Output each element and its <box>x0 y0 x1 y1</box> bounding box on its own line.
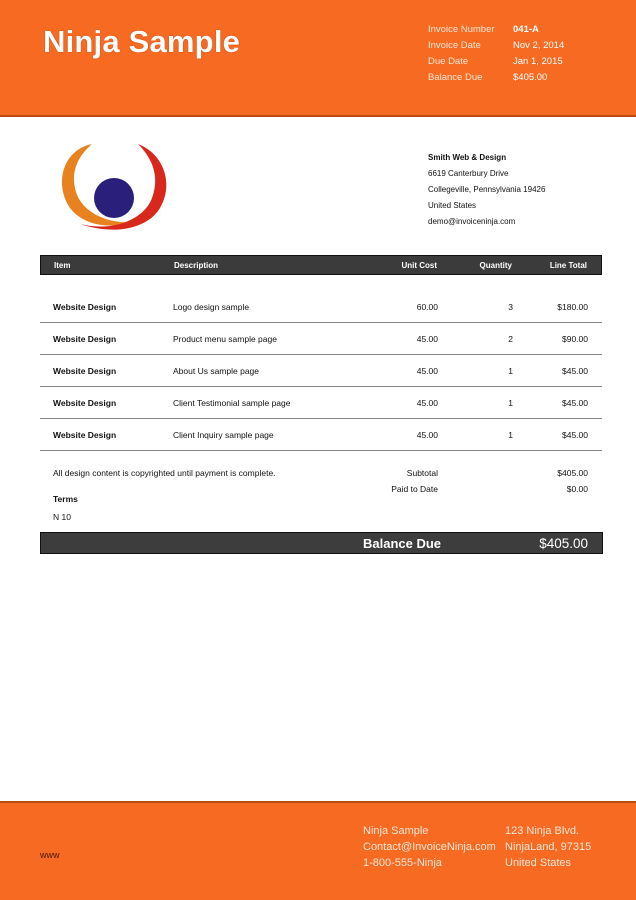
meta-value: Jan 1, 2015 <box>513 56 563 67</box>
footer-phone: 1-800-555-Ninja <box>363 857 442 869</box>
subtotal-value: $405.00 <box>557 468 588 478</box>
cell-description: Product menu sample page <box>173 334 277 344</box>
company-address2: Collegeville, Pennsylvania 19426 <box>428 185 546 194</box>
line-items <box>40 291 602 451</box>
terms-value: N 10 <box>53 512 71 522</box>
cell-line-total: $45.00 <box>562 398 588 408</box>
footer-contact <box>363 823 496 871</box>
footer-company-name: Ninja Sample <box>363 825 429 837</box>
cell-item: Website Design <box>53 398 117 408</box>
cell-unit-cost: 45.00 <box>416 398 438 408</box>
meta-value: Nov 2, 2014 <box>513 40 565 51</box>
cell-description: Client Testimonial sample page <box>173 398 291 408</box>
meta-value: $405.00 <box>513 72 548 83</box>
footer-website[interactable]: www <box>40 850 60 860</box>
meta-label: Invoice Number <box>428 24 495 35</box>
cell-quantity: 2 <box>508 334 513 344</box>
table-row <box>40 323 602 355</box>
meta-value: 041-A <box>513 24 539 35</box>
cell-item: Website Design <box>53 366 117 376</box>
column-unit-cost: Unit Cost <box>401 261 437 270</box>
invoice-title: Ninja Sample <box>43 24 241 59</box>
meta-invoice-date <box>428 38 564 54</box>
cell-line-total: $45.00 <box>562 430 588 440</box>
meta-balance-due <box>428 70 564 86</box>
invoice-notes: All design content is copyrighted until payment is complete. <box>53 468 276 478</box>
meta-due-date <box>428 54 564 70</box>
paid-to-date-label: Paid to Date <box>391 484 438 494</box>
company-name: Smith Web & Design <box>428 153 507 162</box>
terms-label: Terms <box>53 494 78 504</box>
meta-label: Due Date <box>428 56 469 67</box>
company-email[interactable]: demo@invoiceninja.com <box>428 217 516 226</box>
totals-labels <box>391 468 438 500</box>
meta-invoice-number <box>428 22 564 38</box>
cell-unit-cost: 45.00 <box>416 430 438 440</box>
cell-quantity: 1 <box>508 430 513 440</box>
subtotal-label: Subtotal <box>406 468 438 478</box>
cell-description: Logo design sample <box>173 302 250 312</box>
cell-line-total: $45.00 <box>562 366 588 376</box>
invoice-header <box>0 0 636 117</box>
balance-due-label: Balance Due <box>363 536 442 551</box>
cell-line-total: $180.00 <box>557 302 588 312</box>
company-info <box>428 150 545 230</box>
table-row <box>40 419 602 451</box>
meta-label: Invoice Date <box>428 40 481 51</box>
column-quantity: Quantity <box>479 261 512 270</box>
invoice-meta <box>428 22 564 86</box>
cell-unit-cost: 45.00 <box>416 366 438 376</box>
paid-to-date-value: $0.00 <box>566 484 588 494</box>
column-line-total: Line Total <box>549 261 587 270</box>
table-header <box>40 255 602 275</box>
company-address1: 6619 Canterbury Drive <box>428 169 509 178</box>
footer-address <box>505 823 591 871</box>
footer-street: 123 Ninja Blvd. <box>505 825 579 837</box>
balance-due-bar <box>40 532 603 554</box>
cell-description: Client Inquiry sample page <box>173 430 274 440</box>
invoice-footer <box>0 801 636 900</box>
cell-quantity: 3 <box>508 302 513 312</box>
footer-city: NinjaLand, 97315 <box>505 841 592 853</box>
cell-line-total: $90.00 <box>562 334 588 344</box>
cell-item: Website Design <box>53 430 117 440</box>
company-country: United States <box>428 201 477 210</box>
footer-email[interactable]: Contact@InvoiceNinja.com <box>363 841 496 853</box>
cell-unit-cost: 45.00 <box>416 334 438 344</box>
meta-label: Balance Due <box>428 72 483 83</box>
cell-unit-cost: 60.00 <box>416 302 438 312</box>
cell-item: Website Design <box>53 334 117 344</box>
balance-due-value: $405.00 <box>539 536 588 551</box>
table-row <box>40 387 602 419</box>
table-row <box>40 291 602 323</box>
company-logo-icon <box>52 140 172 240</box>
cell-description: About Us sample page <box>173 366 259 376</box>
column-description: Description <box>174 261 219 270</box>
cell-quantity: 1 <box>508 366 513 376</box>
totals-values <box>557 468 588 500</box>
cell-item: Website Design <box>53 302 117 312</box>
column-item: Item <box>54 261 71 270</box>
footer-country: United States <box>505 857 572 869</box>
table-row <box>40 355 602 387</box>
cell-quantity: 1 <box>508 398 513 408</box>
